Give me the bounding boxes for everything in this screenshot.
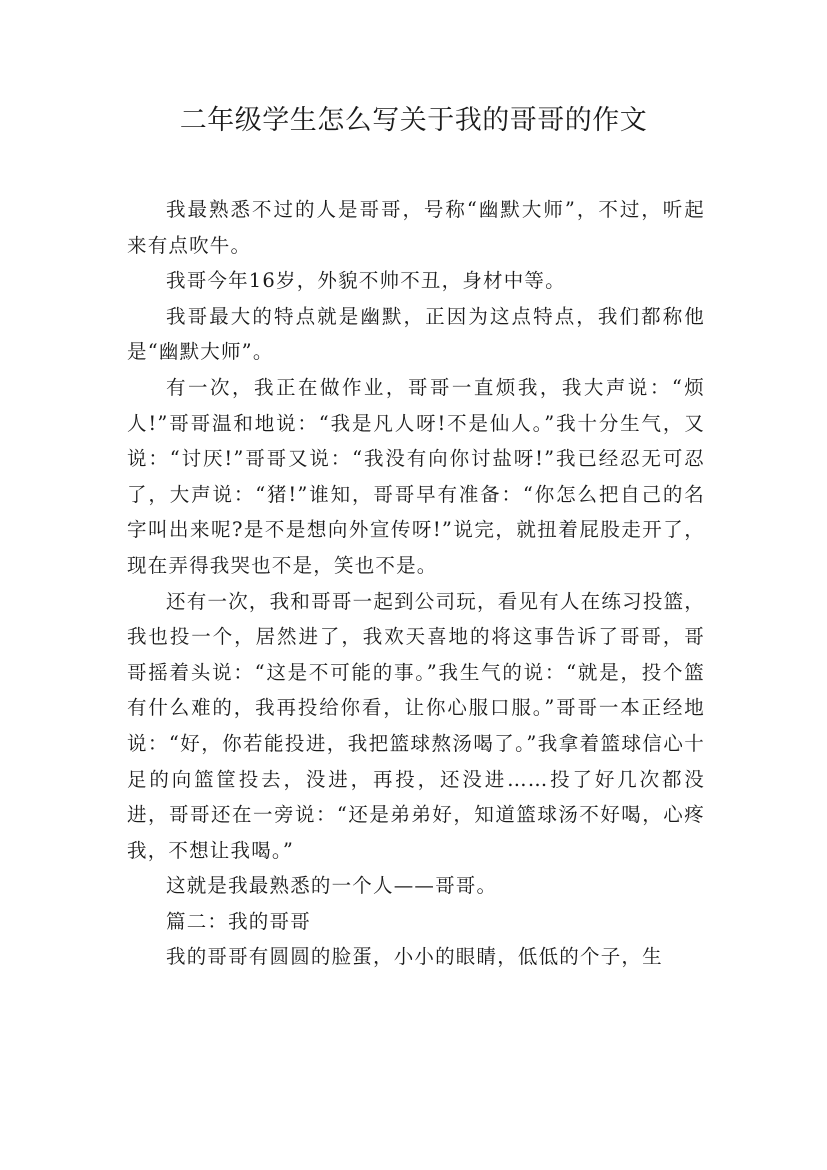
paragraph: 我最熟悉不过的人是哥哥，号称“幽默大师”，不过，听起来有点吹牛。 <box>127 198 705 257</box>
paragraph: 还有一次，我和哥哥一起到公司玩，看见有人在练习投篮，我也投一个，居然进了，我欢天喜地的将这事告诉了哥哥，哥哥摇着头说：“这是不可能的事。”我生气的说：“就是，投个篮有什么难的，我再投给你看，让你心服口服。”哥哥一本正经地说：“好，你若能投进，我把篮球熬汤喝了。”我拿着篮球信心十足的向篮筐投去，没进，再投，还没进……投了好几次都没进，哥哥还在一旁说：“还是弟弟好，知道篮球汤不好喝，心疼我，不想让我喝。” <box>127 589 705 862</box>
section-heading: 篇二：我的哥哥 <box>166 909 311 933</box>
paragraph: 我的哥哥有圆圆的脸蛋，小小的眼睛，低低的个子，生 <box>166 945 663 969</box>
paragraph: 我哥最大的特点就是幽默，正因为这点特点，我们都称他是“幽默大师”。 <box>127 304 705 364</box>
paragraph: 这就是我最熟悉的一个人——哥哥。 <box>166 874 498 898</box>
paragraph: 我哥今年16岁，外貌不帅不丑，身材中等。 <box>166 269 566 293</box>
paragraph: 有一次，我正在做作业，哥哥一直烦我，我大声说：“烦人!”哥哥温和地说：“我是凡人呀!不是仙人。”我十分生气，又说：“讨厌!”哥哥又说：“我没有向你讨盐呀!”我已经忍无可忍了，大声说：“猪!”谁知，哥哥早有准备：“你怎么把自己的名字叫出来呢?是不是想向外宣传呀!”说完，就扭着屁股走开了，现在弄得我哭也不是，笑也不是。 <box>127 375 705 577</box>
document-title: 二年级学生怎么写关于我的哥哥的作文 <box>179 105 648 136</box>
document-body <box>127 192 705 975</box>
